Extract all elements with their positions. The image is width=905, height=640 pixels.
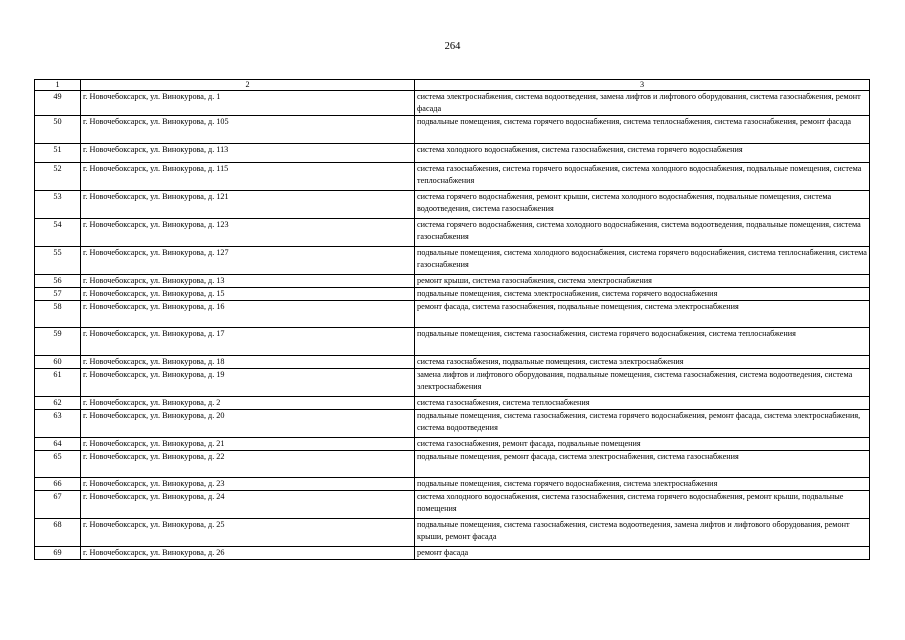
works-cell: замена лифтов и лифтового оборудования, подвальные помещения, система газоснабжения, система водоотведения, система электроснабжения [415, 369, 870, 397]
table-row [35, 369, 870, 397]
row-number-cell: 55 [35, 247, 81, 275]
table-row [35, 91, 870, 116]
address-cell: г. Новочебоксарск, ул. Винокурова, д. 20 [81, 410, 415, 438]
table-row [35, 247, 870, 275]
works-cell: система горячего водоснабжения, ремонт крыши, система холодного водоснабжения, подвальные помещения, система водоотведения, система газоснабжения [415, 191, 870, 219]
table-row [35, 163, 870, 191]
row-number-cell: 65 [35, 451, 81, 478]
table-row [35, 288, 870, 301]
row-number-cell: 62 [35, 397, 81, 410]
address-cell: г. Новочебоксарск, ул. Винокурова, д. 123 [81, 219, 415, 247]
works-cell: система холодного водоснабжения, система газоснабжения, система горячего водоснабжения, ремонт крыши, подвальные помещения [415, 491, 870, 519]
address-cell: г. Новочебоксарск, ул. Винокурова, д. 22 [81, 451, 415, 478]
works-cell: подвальные помещения, система газоснабжения, система горячего водоснабжения, система теплоснабжения [415, 328, 870, 356]
works-cell: подвальные помещения, ремонт фасада, система электроснабжения, система газоснабжения [415, 451, 870, 478]
header-cell-number: 1 [35, 80, 81, 91]
works-cell: система газоснабжения, система горячего водоснабжения, система холодного водоснабжения, подвальные помещения, система теплоснабжения [415, 163, 870, 191]
row-number-cell: 66 [35, 478, 81, 491]
works-cell: подвальные помещения, система горячего водоснабжения, система электроснабжения [415, 478, 870, 491]
header-cell-address: 2 [81, 80, 415, 91]
works-cell: система горячего водоснабжения, система холодного водоснабжения, система водоотведения, подвальные помещения, система газоснабжения [415, 219, 870, 247]
row-number-cell: 54 [35, 219, 81, 247]
page-number: 264 [444, 41, 461, 52]
works-cell: система газоснабжения, подвальные помещения, система электроснабжения [415, 356, 870, 369]
row-number-cell: 63 [35, 410, 81, 438]
works-cell: подвальные помещения, система газоснабжения, система водоотведения, замена лифтов и лифтового оборудования, ремонт крыши, ремонт фасада [415, 519, 870, 547]
row-number-cell: 61 [35, 369, 81, 397]
address-cell: г. Новочебоксарск, ул. Винокурова, д. 18 [81, 356, 415, 369]
table-row [35, 275, 870, 288]
works-cell: подвальные помещения, система холодного водоснабжения, система горячего водоснабжения, система теплоснабжения, система газоснабжения [415, 247, 870, 275]
address-cell: г. Новочебоксарск, ул. Винокурова, д. 1 [81, 91, 415, 116]
row-number-cell: 69 [35, 547, 81, 560]
address-cell: г. Новочебоксарск, ул. Винокурова, д. 23 [81, 478, 415, 491]
address-cell: г. Новочебоксарск, ул. Винокурова, д. 2 [81, 397, 415, 410]
table-row [35, 356, 870, 369]
row-number-cell: 53 [35, 191, 81, 219]
table-row [35, 547, 870, 560]
row-number-cell: 50 [35, 116, 81, 144]
row-number-cell: 59 [35, 328, 81, 356]
table-row [35, 410, 870, 438]
address-cell: г. Новочебоксарск, ул. Винокурова, д. 16 [81, 301, 415, 328]
address-cell: г. Новочебоксарск, ул. Винокурова, д. 24 [81, 491, 415, 519]
row-number-cell: 64 [35, 438, 81, 451]
table-row [35, 397, 870, 410]
row-number-cell: 68 [35, 519, 81, 547]
table-row [35, 116, 870, 144]
address-cell: г. Новочебоксарск, ул. Винокурова, д. 113 [81, 144, 415, 163]
table-row [35, 478, 870, 491]
table-row [35, 144, 870, 163]
works-cell: система газоснабжения, ремонт фасада, подвальные помещения [415, 438, 870, 451]
table-row [35, 438, 870, 451]
address-cell: г. Новочебоксарск, ул. Винокурова, д. 25 [81, 519, 415, 547]
address-cell: г. Новочебоксарск, ул. Винокурова, д. 13 [81, 275, 415, 288]
works-cell: система газоснабжения, система теплоснабжения [415, 397, 870, 410]
header-cell-works: 3 [415, 80, 870, 91]
address-cell: г. Новочебоксарск, ул. Винокурова, д. 121 [81, 191, 415, 219]
address-cell: г. Новочебоксарск, ул. Винокурова, д. 127 [81, 247, 415, 275]
works-cell: система электроснабжения, система водоотведения, замена лифтов и лифтового оборудования, система газоснабжения, ремонт фасада [415, 91, 870, 116]
table-row [35, 219, 870, 247]
works-cell: подвальные помещения, система электроснабжения, система горячего водоснабжения [415, 288, 870, 301]
address-cell: г. Новочебоксарск, ул. Винокурова, д. 19 [81, 369, 415, 397]
registry-table-body [35, 80, 870, 560]
row-number-cell: 57 [35, 288, 81, 301]
address-cell: г. Новочебоксарск, ул. Винокурова, д. 115 [81, 163, 415, 191]
address-cell: г. Новочебоксарск, ул. Винокурова, д. 26 [81, 547, 415, 560]
table-row [35, 191, 870, 219]
row-number-cell: 56 [35, 275, 81, 288]
row-number-cell: 67 [35, 491, 81, 519]
works-cell: ремонт фасада, система газоснабжения, подвальные помещения, система электроснабжения [415, 301, 870, 328]
works-cell: система холодного водоснабжения, система газоснабжения, система горячего водоснабжения [415, 144, 870, 163]
works-cell: подвальные помещения, система газоснабжения, система горячего водоснабжения, ремонт фасада, система электроснабжения, система водоотведения [415, 410, 870, 438]
table-header-row [35, 80, 870, 91]
row-number-cell: 60 [35, 356, 81, 369]
row-number-cell: 58 [35, 301, 81, 328]
registry-table [34, 79, 870, 560]
works-cell: ремонт фасада [415, 547, 870, 560]
row-number-cell: 49 [35, 91, 81, 116]
address-cell: г. Новочебоксарск, ул. Винокурова, д. 15 [81, 288, 415, 301]
table-row [35, 491, 870, 519]
table-row [35, 451, 870, 478]
row-number-cell: 52 [35, 163, 81, 191]
address-cell: г. Новочебоксарск, ул. Винокурова, д. 21 [81, 438, 415, 451]
table-row [35, 301, 870, 328]
works-cell: ремонт крыши, система газоснабжения, система электроснабжения [415, 275, 870, 288]
table-row [35, 328, 870, 356]
address-cell: г. Новочебоксарск, ул. Винокурова, д. 17 [81, 328, 415, 356]
table-row [35, 519, 870, 547]
row-number-cell: 51 [35, 144, 81, 163]
address-cell: г. Новочебоксарск, ул. Винокурова, д. 105 [81, 116, 415, 144]
works-cell: подвальные помещения, система горячего водоснабжения, система теплоснабжения, система газоснабжения, ремонт фасада [415, 116, 870, 144]
